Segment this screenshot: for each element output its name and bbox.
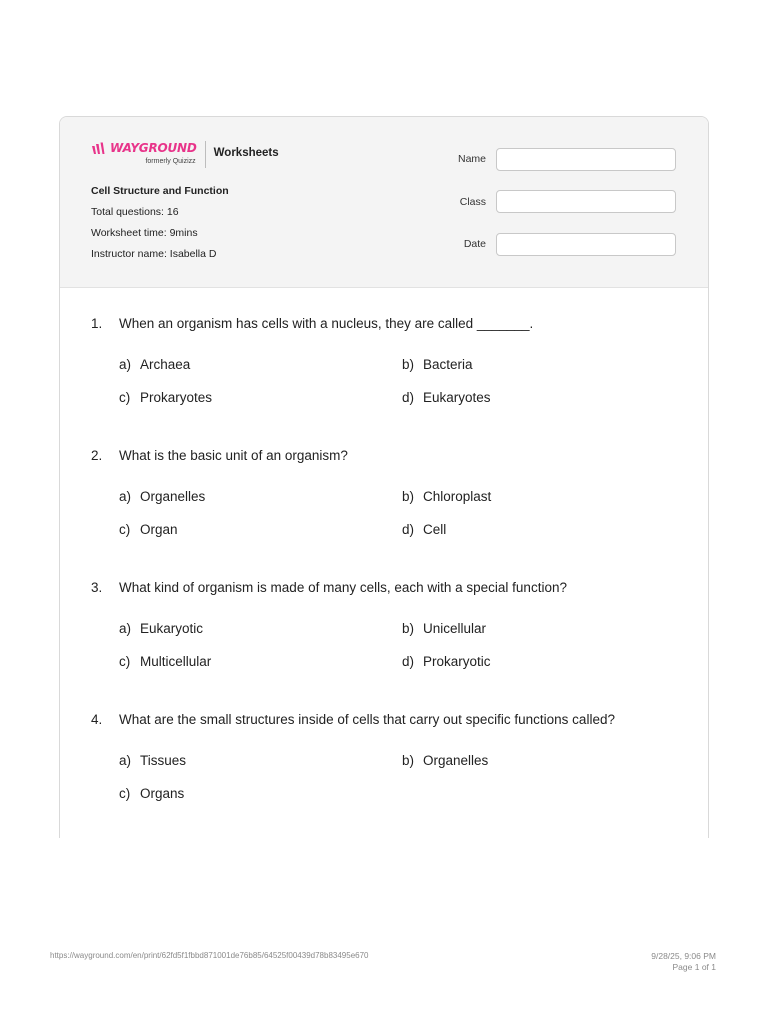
option-grid — [119, 620, 691, 671]
question-number: 4. — [91, 712, 103, 727]
date-label: Date — [463, 238, 486, 250]
option-letter: d) — [402, 654, 415, 669]
date-field-row — [458, 232, 676, 256]
option-grid — [119, 488, 691, 539]
name-field-row — [458, 147, 676, 171]
option-c[interactable] — [119, 389, 402, 407]
option-d[interactable] — [402, 521, 685, 539]
brand — [91, 141, 279, 169]
option-text: Bacteria — [423, 357, 473, 372]
question-list — [91, 315, 691, 803]
name-label: Name — [457, 153, 486, 165]
worksheet-meta — [91, 184, 229, 268]
print-meta — [651, 951, 716, 973]
name-input[interactable] — [496, 148, 676, 171]
page-number: Page 1 of 1 — [672, 962, 716, 972]
option-a[interactable] — [119, 488, 402, 506]
option-letter: b) — [402, 621, 415, 636]
question-3 — [91, 579, 691, 671]
option-text: Eukaryotic — [140, 621, 204, 636]
option-text: Eukaryotes — [423, 390, 491, 405]
class-field-row — [458, 190, 676, 214]
option-text: Cell — [423, 522, 447, 537]
logo — [91, 141, 206, 168]
option-a[interactable] — [119, 752, 402, 770]
wayground-logo-icon — [91, 142, 107, 155]
date-input[interactable] — [496, 233, 676, 256]
option-c[interactable] — [119, 653, 402, 671]
option-letter: d) — [402, 522, 415, 537]
option-text: Organelles — [423, 753, 489, 768]
question-number: 3. — [91, 580, 103, 595]
worksheet-card — [59, 116, 709, 838]
option-b[interactable] — [402, 488, 685, 506]
option-text: Unicellular — [423, 621, 487, 636]
option-a[interactable] — [119, 620, 402, 638]
option-grid — [119, 356, 691, 407]
print-url: https://wayground.com/en/print/62fd5f1fbbd871001de76b85/64525f00439d78b83495e670 — [50, 951, 369, 960]
option-text: Prokaryotes — [140, 390, 213, 405]
option-text: Tissues — [140, 753, 187, 768]
logo-subtext: formerly Quizizz — [145, 158, 196, 165]
option-letter: a) — [119, 621, 132, 636]
section-title: Worksheets — [213, 147, 279, 159]
option-d[interactable] — [402, 389, 685, 407]
option-letter: c) — [119, 654, 131, 669]
option-a[interactable] — [119, 356, 402, 374]
option-text: Chloroplast — [423, 489, 492, 504]
class-label: Class — [459, 195, 486, 208]
class-input[interactable] — [496, 190, 676, 213]
option-letter: c) — [119, 786, 131, 801]
option-text: Prokaryotic — [423, 654, 491, 669]
option-b[interactable] — [402, 356, 685, 374]
option-grid — [119, 752, 691, 803]
question-text: What kind of organism is made of many cells, each with a special function? — [119, 580, 567, 595]
worksheet-title: Cell Structure and Function — [91, 185, 229, 197]
print-datetime: 9/28/25, 9:06 PM — [651, 951, 716, 961]
question-2 — [91, 447, 691, 539]
option-letter: b) — [402, 357, 415, 372]
worksheet-time: Worksheet time: 9mins — [91, 227, 198, 239]
option-text: Multicellular — [140, 654, 212, 669]
instructor-name: Instructor name: Isabella D — [91, 248, 217, 260]
option-b[interactable] — [402, 620, 685, 638]
option-text: Organs — [140, 786, 185, 801]
option-c[interactable] — [119, 521, 402, 539]
total-questions: Total questions: 16 — [91, 206, 179, 218]
option-c[interactable] — [119, 785, 402, 803]
option-text: Organ — [140, 522, 178, 537]
question-4 — [91, 711, 691, 803]
option-letter: a) — [119, 357, 132, 372]
option-text: Archaea — [140, 357, 191, 372]
question-1 — [91, 315, 691, 407]
question-text: What is the basic unit of an organism? — [119, 448, 348, 463]
question-text: When an organism has cells with a nucleus, they are called _______. — [119, 316, 534, 331]
student-fields — [458, 147, 676, 275]
option-letter: b) — [402, 489, 415, 504]
option-letter: c) — [119, 522, 131, 537]
question-text: What are the small structures inside of cells that carry out specific functions called? — [119, 712, 615, 727]
option-letter: a) — [119, 489, 132, 504]
option-text: Organelles — [140, 489, 206, 504]
option-letter: d) — [402, 390, 415, 405]
worksheet-header — [60, 117, 708, 288]
option-letter: b) — [402, 753, 415, 768]
question-number: 2. — [91, 448, 103, 463]
question-number: 1. — [91, 316, 103, 331]
logo-wordmark: WAYGROUND — [110, 141, 197, 155]
option-letter: c) — [119, 390, 131, 405]
option-d[interactable] — [402, 653, 685, 671]
option-b[interactable] — [402, 752, 685, 770]
option-letter: a) — [119, 753, 132, 768]
